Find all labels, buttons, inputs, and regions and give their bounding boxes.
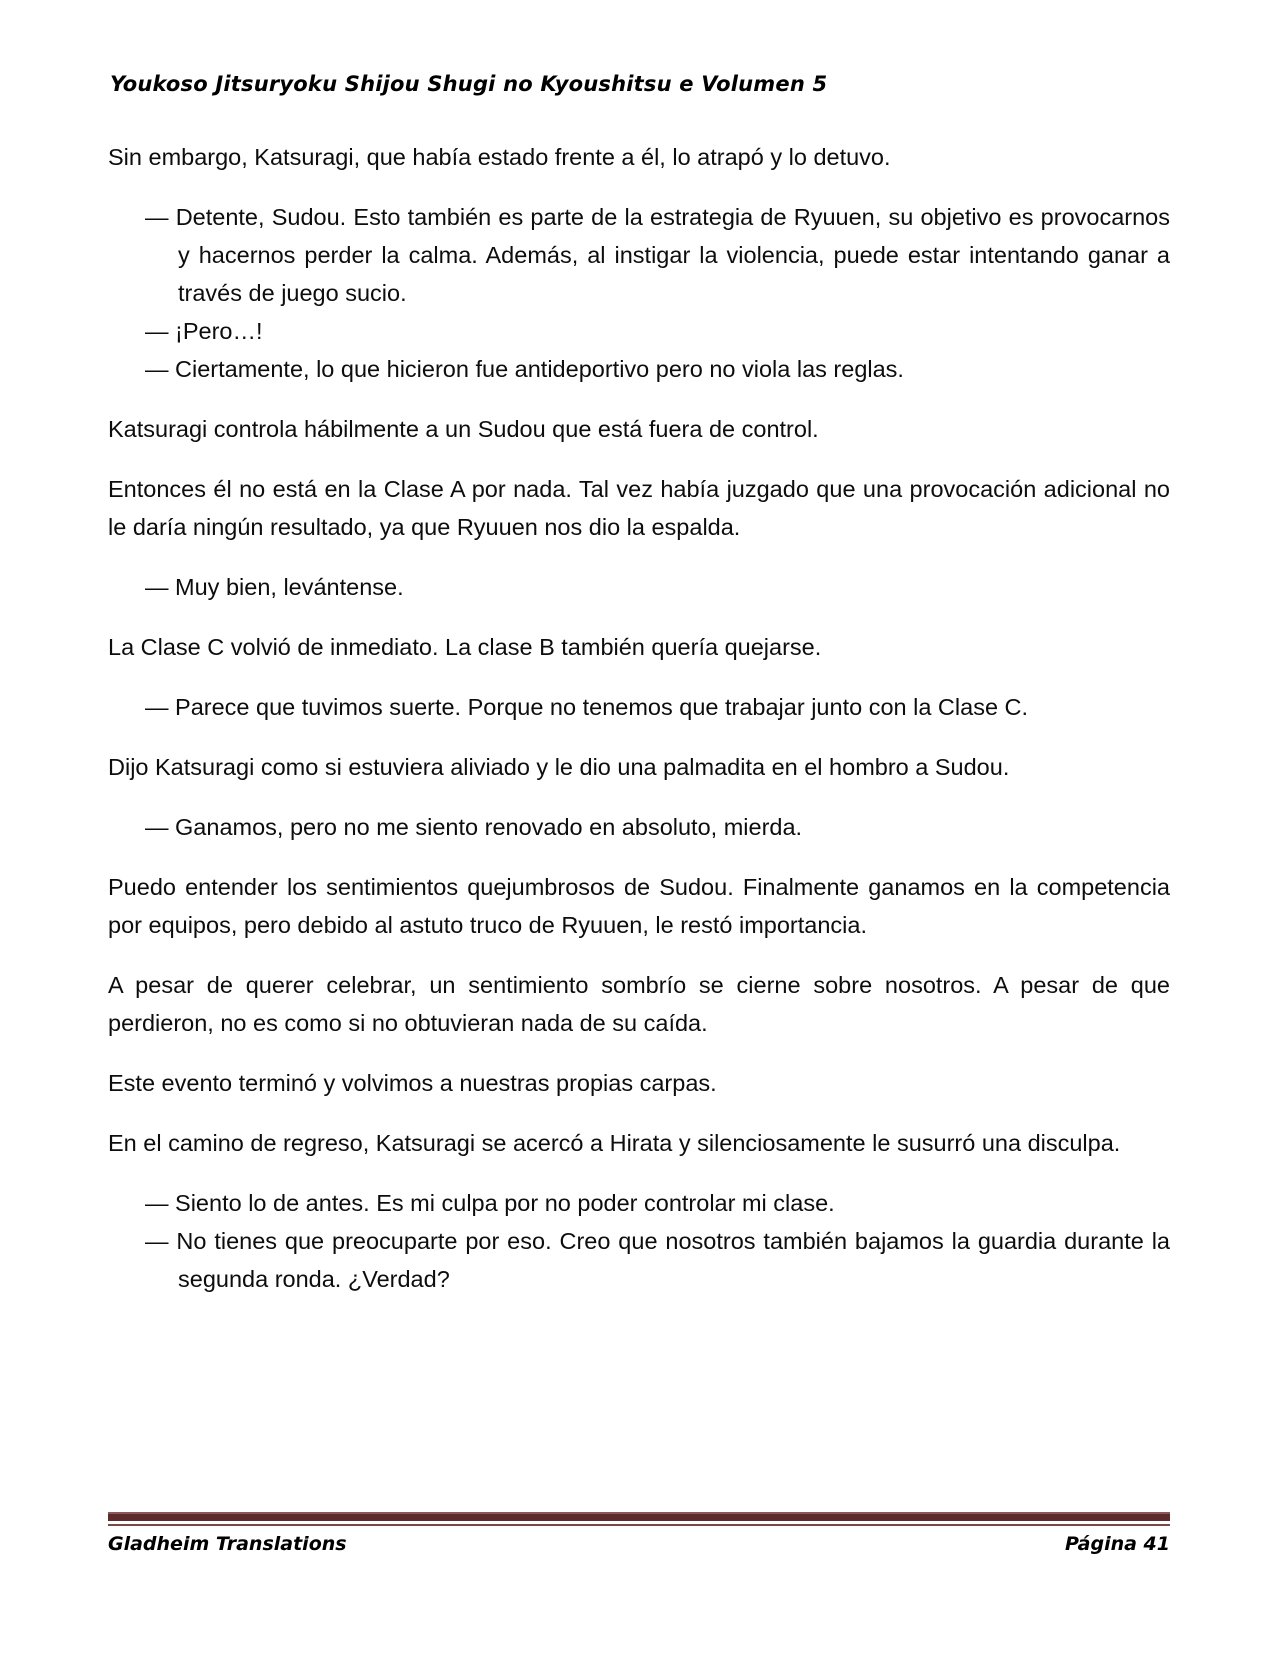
dialogue-line: — Siento lo de antes. Es mi culpa por no poder controlar mi clase. [145,1190,835,1216]
page-footer [108,1512,1170,1555]
page-body [108,138,1170,1320]
page-header-title: Youkoso Jitsuryoku Shijou Shugi no Kyoushitsu e Volumen 5 [110,72,828,96]
paragraph: En el camino de regreso, Katsuragi se acercó a Hirata y silenciosamente le susurró una disculpa. [108,1130,1121,1156]
dialogue-line: — Detente, Sudou. Esto también es parte de la estrategia de Ryuuen, su objetivo es provocarnos y hacernos perder la calma. Además, al instigar la violencia, puede estar intentando ganar a través de juego sucio. [145,204,1170,306]
footer-text-row [108,1533,1170,1555]
paragraph: Dijo Katsuragi como si estuviera aliviado y le dio una palmadita en el hombro a Sudou. [108,754,1010,780]
dialogue-line: — Ciertamente, lo que hicieron fue antideportivo pero no viola las reglas. [145,356,904,382]
paragraph: Puedo entender los sentimientos quejumbrosos de Sudou. Finalmente ganamos en la competencia por equipos, pero debido al astuto truco de Ryuuen, le restó importancia. [108,874,1170,938]
dialogue-line: — Parece que tuvimos suerte. Porque no tenemos que trabajar junto con la Clase C. [145,694,1029,720]
paragraph: Sin embargo, Katsuragi, que había estado frente a él, lo atrapó y lo detuvo. [108,144,891,170]
footer-rule-thin-bottom [108,1524,1170,1526]
dialogue-line: — ¡Pero…! [145,318,263,344]
paragraph: Este evento terminó y volvimos a nuestras propias carpas. [108,1070,717,1096]
paragraph: La Clase C volvió de inmediato. La clase B también quería quejarse. [108,634,822,660]
dialogue-group [108,1184,1170,1298]
footer-rule [108,1512,1170,1526]
dialogue-line: — Muy bien, levántense. [145,574,404,600]
paragraph: Katsuragi controla hábilmente a un Sudou que está fuera de control. [108,416,819,442]
paragraph: Entonces él no está en la Clase A por nada. Tal vez había juzgado que una provocación adicional no le daría ningún resultado, ya que Ryuuen nos dio la espalda. [108,476,1170,540]
dialogue-line: — Ganamos, pero no me siento renovado en absoluto, mierda. [145,814,803,840]
footer-translator: Gladheim Translations [108,1533,347,1555]
footer-rule-bar [108,1514,1170,1521]
dialogue-group [108,688,1170,726]
dialogue-group [108,808,1170,846]
dialogue-group [108,568,1170,606]
paragraph: A pesar de querer celebrar, un sentimiento sombrío se cierne sobre nosotros. A pesar de que perdieron, no es como si no obtuvieran nada de su caída. [108,972,1170,1036]
footer-page-number: Página 41 [1064,1533,1170,1555]
dialogue-line: — No tienes que preocuparte por eso. Creo que nosotros también bajamos la guardia durante la segunda ronda. ¿Verdad? [145,1228,1170,1292]
dialogue-group [108,198,1170,388]
